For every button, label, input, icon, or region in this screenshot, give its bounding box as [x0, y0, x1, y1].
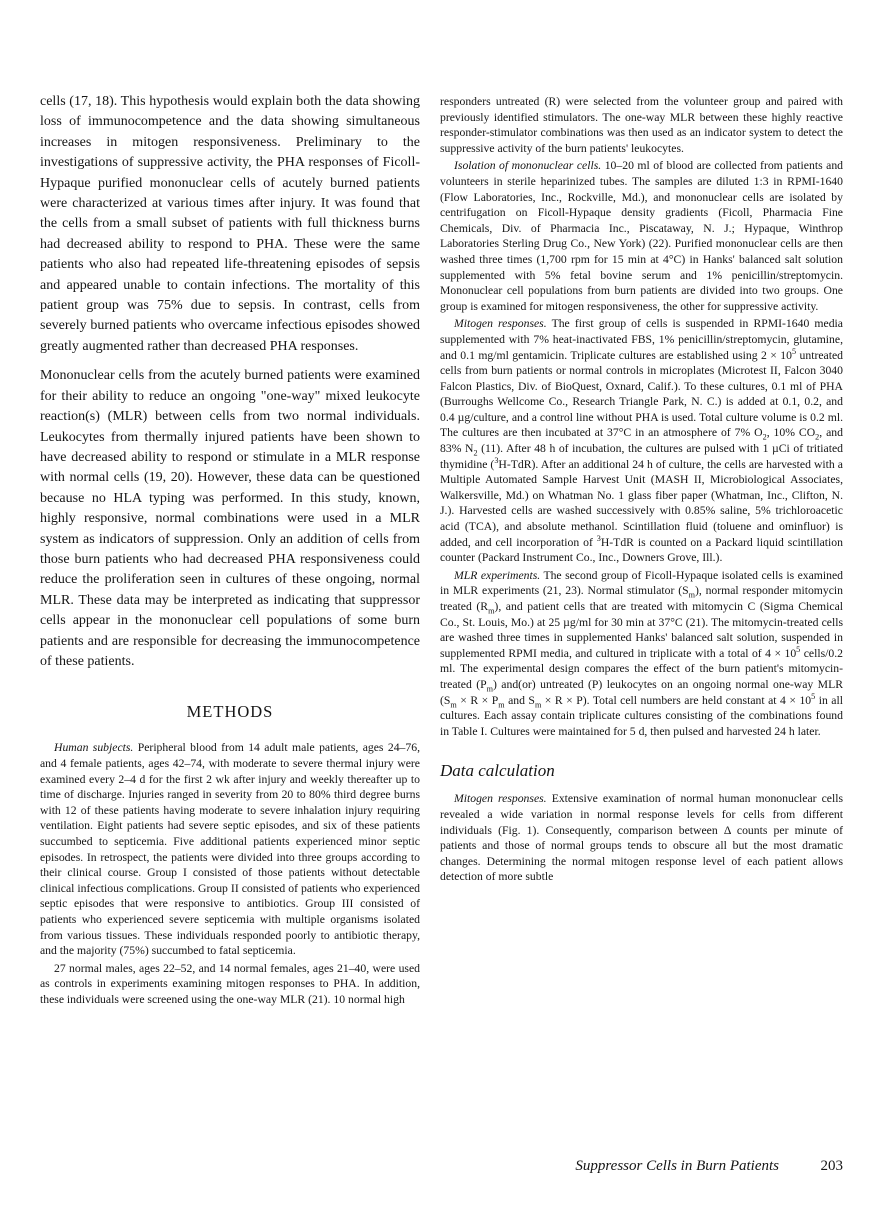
mitogen-title: Mitogen responses.: [454, 317, 547, 331]
mlr-text-4: cells/0.2 ml. The experimental design compares the effect of the burn patient's mitomycin-treated (P: [440, 646, 843, 691]
mitogen-text-3: , 10% CO: [766, 426, 816, 440]
human-subjects-text: Peripheral blood from 14 adult male patients, ages 24–76, and 4 female patients, ages 42–74, with moderate to severe thermal injury were examined every 2–4 d for the first 2 wk after injury and weekly thereafter up to time of discharge. Injuries ranged in severity from 20 to 80% third degree burns with 12 of these patients having moderate to severe inhalation injury requiring ventilation. Eight patients had severe septic episodes, and six of these patients succumbed to septicemia. Five additional patients experienced minor septic episodes. In retrospect, the patients were divided into three groups according to their clinical course. Group I consisted of those patients without detectable clinical infectious complications. Group II consisted of patients who experienced septic episodes that were responsive to antibiotics. Group III consisted of patients who experienced severe septicemia with multiple organisms isolated from various tissues. These individuals responded poorly to antibiotic therapy, and the majority (75%) succumbed to fatal septicemia.: [40, 741, 420, 958]
mlr-text-2: ), normal responder mitomycin treated (R: [440, 584, 843, 613]
mlr-text-5: ) and(or) untreated (P) leukocytes on an ongoing normal one-way MLR (S: [440, 677, 844, 707]
running-title: Suppressor Cells in Burn Patients: [575, 1158, 779, 1174]
mlr-title: MLR experiments.: [454, 568, 541, 582]
intro-paragraph-2: Mononuclear cells from the acutely burned patients were examined for their ability to reduce an ongoing "one-way" mixed leukocyte reaction(s) (MLR) between cells from two normal individuals. Leukocytes from thermally injured patients have been shown to have decreased ability to respond or stimulate in a MLR response with normal cells (19, 20). However, these data can be questioned because no HLA typing was performed. In this study, known, highly responsive, normal combinations were used in a MLR system as indicators of suppression. Only an addition of cells from those burn patients who had decreased PHA responsiveness could reduce the proliferation seen in cultures of these ongoing, normal MLR. These data may be interpreted as indicating that suppressor cells appear in the mononuclear cell populations of some burn patients and are responsible for decreasing the immunocompetence of these patients.: [40, 368, 420, 669]
mlr-text-7: and S: [504, 693, 535, 707]
controls-paragraph: 27 normal males, ages 22–52, and 14 normal females, ages 21–40, were used as controls in experiments examining mitogen responses to PHA. In addition, these individuals were screened using the one-way MLR (21). 10 normal high: [40, 961, 420, 1006]
mlr-sup-1: 5: [796, 644, 801, 654]
mlr-sub-5: m: [498, 699, 505, 709]
mitogen-text-5: (11). After 48 h of incubation, the cultures are pulsed with 1 µCi of tritiated thymidine (: [440, 442, 843, 471]
left-column: [40, 92, 420, 1007]
mitogen-text-1: The first group of cells is suspended in RPMI-1640 media supplemented with 7% heat-inactivated FBS, 1% penicillin/streptomycin, glutamine, and 0.1 mg/ml gentamicin. Triplicate cultures are established using 2 × 10: [440, 317, 843, 362]
mitogen-sup-3h-2: 3: [596, 533, 601, 543]
isolation-paragraph: [440, 158, 843, 314]
data-calc-mitogen-title: Mitogen responses.: [454, 792, 547, 806]
mlr-sup-2: 5: [811, 691, 816, 701]
mitogen-sub-n2: 2: [473, 448, 478, 458]
mlr-sub-4: m: [450, 699, 457, 709]
intro-paragraph-1: cells (17, 18). This hypothesis would explain both the data showing loss of immunocompetence and the data showing simultaneous increases in mitogen responsiveness. Preliminary to the investigations of suppressive activity, the PHA responses of Ficoll-Hypaque purified mononuclear cells of acutely burned patients were characterized at various times after injury. It was found that the cells from a small subset of patients with full thickness burns had decreased ability to respond to PHA. These were the same patients who also had repeated life-threatening episodes of sepsis and appeared unable to contain infections. The mortality of this patient group was 75% due to sepsis. In contrast, cells from severely burned patients who overcame infectious episodes showed greatly augmented rather than decreased PHA responses.: [40, 94, 420, 354]
data-calc-mitogen-paragraph: [440, 791, 843, 885]
human-subjects-paragraph: [40, 740, 420, 958]
mitogen-sup-3h: 3: [494, 455, 499, 465]
mlr-text-9: in all cultures. Each assay contain triplicate cultures consisting of the combinations found in Table I. Cultures were maintained for 5 d, then pulsed and harvested 24 h later.: [440, 693, 843, 738]
mitogen-sup-1: 5: [791, 346, 797, 356]
mlr-sub-6: m: [534, 699, 542, 709]
mlr-text-1: The second group of Ficoll-Hypaque isolated cells is examined in MLR experiments (21, 23). Normal stimulator (S: [440, 568, 843, 598]
mitogen-text-6: H-TdR). After an additional 24 h of culture, the cells are harvested with a Multiple Automated Sample Harvest Unit (MASH II, Microbiological Associates, Walkersville, Md.) on Whatman No. 1 glass fiber paper (Whatman, Inc., Clifton, N. J.). Harvested cells are washed successively with 0.85% saline, 5% trichloroacetic acid (TCA), and absolute methanol. Scintillation fluid (toluene and ominfluor) is added, and cell incorporation of: [440, 457, 843, 549]
mitogen-sub-o2: 2: [762, 432, 767, 442]
mitogen-sub-co2: 2: [815, 432, 820, 442]
isolation-text: 10–20 ml of blood are collected from patients and volunteers in sterile heparinized tubes. The samples are diluted 1:3 in RPMI-1640 (Flow Laboratories, Inc., Rockville, Md.), and mononuclear cells are isolated by centrifugation on Ficoll-Hypaque density gradients (Ficoll, Pharmacia Fine Chemicals, Div. of Pharmacia Inc., Piscataway, N. J.; Hypaque, Winthrop Laboratories Sterling Drug Co., New York) (22). Purified mononuclear cells are then washed three times (1,700 rpm for 15 min at 4°C) in Hanks' balanced salt solution supplemented with 5% fetal bovine serum and 1% penicillin/streptomycin. Mononuclear cell populations from burn patients are divided into two groups. One group is examined for mitogen responsiveness, the other for suppressive activity.: [440, 159, 844, 313]
mlr-text-8: × R × P). Total cell numbers are held constant at 4 × 10: [541, 693, 812, 707]
mlr-sub-1: m: [688, 590, 695, 600]
human-subjects-title: Human subjects.: [54, 741, 134, 755]
mlr-paragraph: [440, 568, 843, 740]
mlr-text-6: × R × P: [456, 693, 499, 707]
mitogen-text-4: , and 83% N: [440, 426, 843, 456]
methods-heading: METHODS: [186, 702, 274, 722]
right-column: [440, 92, 843, 885]
mitogen-text-2: untreated cells from burn patients or normal controls in microplates (Microtest II, Falcon 3040 Falcon Plastics, Div. of BioQuest, Oxnard, Calif.). To these cultures, 0.1 ml of PHA (Burroughs Wellcome Co., Research Triangle Park, N. C.) is added at 0.1, 0.2, and 0.4 µg/culture, and a control line without PHA is used. Total culture volume is 0.2 ml. The cultures are then incubated at 37°C in an atmosphere of 7% O: [440, 348, 843, 440]
mitogen-text-7: H-TdR is counted on a Packard liquid scintillation counter (Packard Instrument Co., Inc., Downers Grove, Ill.).: [440, 535, 843, 565]
data-calc-mitogen-text: Extensive examination of normal human mononuclear cells revealed a wide variation in normal response levels for cells from different individuals (Fig. 1). Consequently, comparison between Δ counts per minute of patients and those of normal groups tends to obscure all but the most dramatic changes. Determining the normal mitogen response level of each patient allows detection of more subtle: [440, 792, 844, 884]
page-number: 203: [820, 1158, 843, 1174]
mlr-text-3: ), and patient cells that are treated with mitomycin C (Sigma Chemical Co., St. Louis, Mo.) at 25 µg/ml for 30 min at 37°C (21). The mitomycin-treated cells are washed three times in supplemented Hanks' balanced salt solution, suspended in supplemented RPMI media, and cultured in triplicate with a total of 4 × 10: [440, 600, 843, 660]
mlr-sub-2: m: [488, 606, 495, 616]
mitogen-paragraph: [440, 316, 843, 566]
data-calculation-heading: Data calculation: [440, 761, 555, 781]
isolation-title: Isolation of mononuclear cells.: [454, 159, 602, 173]
mlr-sub-3: m: [486, 684, 493, 694]
continued-paragraph: responders untreated (R) were selected from the volunteer group and paired with previously identified stimulators. The one-way MLR between these highly reactive responder-stimulator combinations was then used as an indicator system to detect the suppressive activity of the burn patients' leukocytes.: [440, 95, 843, 155]
